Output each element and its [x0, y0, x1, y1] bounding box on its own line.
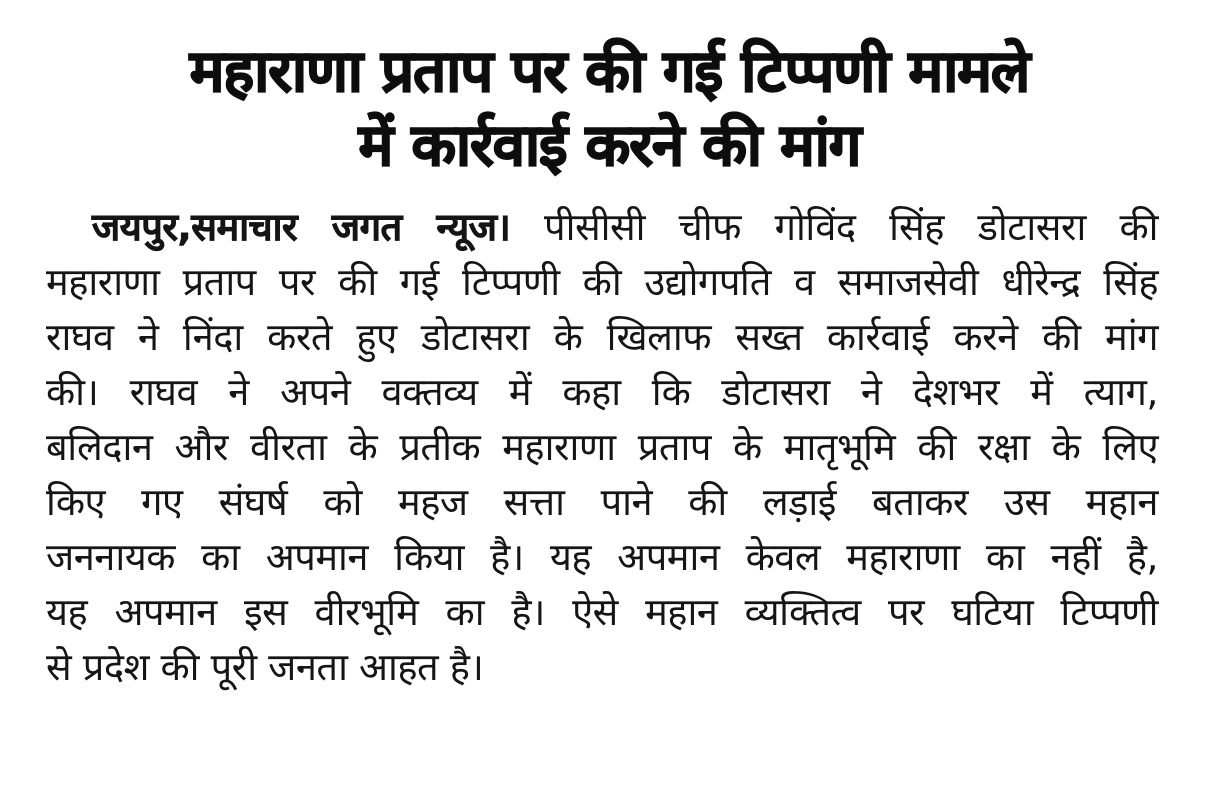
- headline-line-2: में कार्रवाई करने की मांग: [358, 111, 861, 179]
- cropped-next-headline: [0, 772, 1219, 789]
- article-line-3: राघव ने निंदा करते हुए डोटासरा के खिलाफ सख्त कार्रवाई करने की मांग: [46, 315, 1158, 359]
- headline: [0, 34, 1219, 182]
- article-line-6: किए गए संघर्ष को महज सत्ता पाने की लड़ाई बताकर उस महान: [46, 480, 1158, 524]
- cropped-previous-text: [0, 0, 1219, 8]
- article-line-1: [46, 200, 1158, 255]
- dateline: जयपुर,समाचार जगत न्यूज।: [92, 205, 511, 249]
- article-line-2: महाराणा प्रताप पर की गई टिप्पणी की उद्योगपति व समाजसेवी धीरेन्द्र सिंह: [46, 260, 1158, 304]
- article-line-1-text: पीसीसी चीफ गोविंद सिंह डोटासरा की: [544, 205, 1159, 249]
- article-line-8: यह अपमान इस वीरभूमि का है। ऐसे महान व्यक्तित्व पर घटिया टिप्पणी: [46, 590, 1158, 634]
- article-line-7: जननायक का अपमान किया है। यह अपमान केवल महाराणा का नहीं है,: [46, 535, 1158, 579]
- headline-line-1: महाराणा प्रताप पर की गई टिप्पणी मामले: [189, 37, 1030, 105]
- article-body: [46, 200, 1158, 695]
- article-line-5: बलिदान और वीरता के प्रतीक महाराणा प्रताप के मातृभूमि की रक्षा के लिए: [46, 425, 1158, 469]
- article-line-4: की। राघव ने अपने वक्तव्य में कहा कि डोटासरा ने देशभर में त्याग,: [46, 370, 1158, 414]
- article-line-9: से प्रदेश की पूरी जनता आहत है।: [46, 645, 484, 689]
